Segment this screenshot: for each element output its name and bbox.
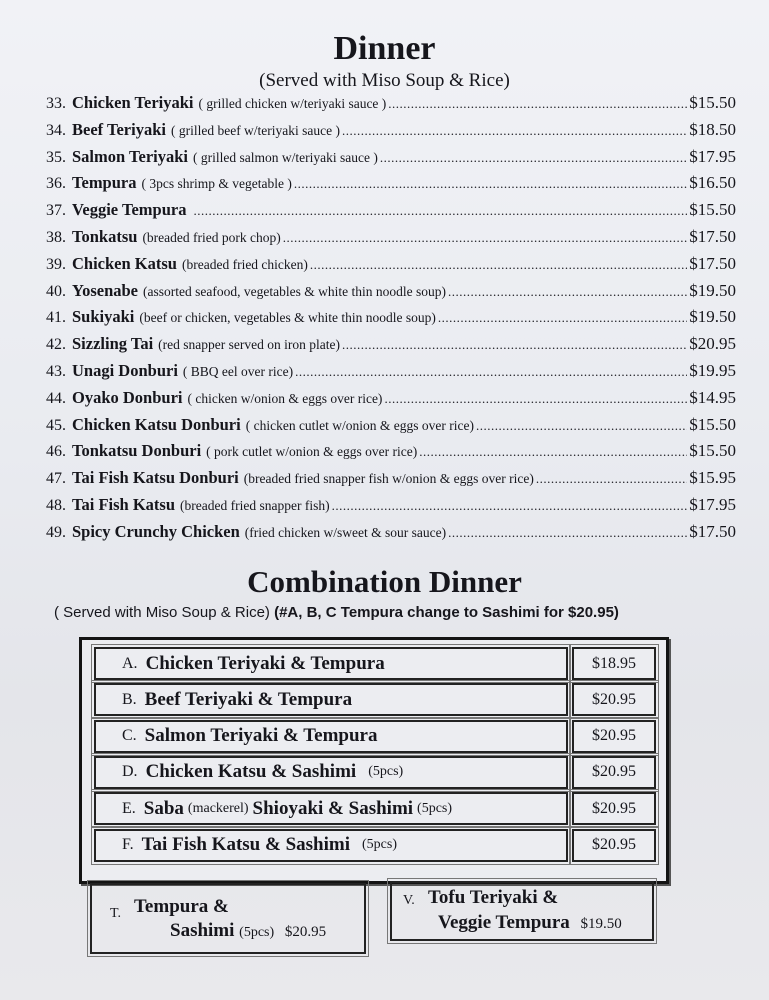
menu-item-price: $15.50: [689, 200, 736, 220]
menu-item: [46, 358, 736, 385]
combo-item-name: Chicken Teriyaki & Tempura: [145, 652, 385, 674]
menu-item-price: $19.50: [689, 280, 736, 300]
dot-leader: [294, 171, 687, 198]
combo-item-name-cell: [94, 647, 568, 680]
menu-item-description: (fried chicken w/sweet & sour sauce): [244, 524, 447, 540]
special-letter: V.: [403, 893, 415, 908]
dot-leader: [310, 252, 687, 279]
menu-item-number: 38.: [46, 228, 66, 246]
dot-leader: [476, 413, 687, 440]
dot-leader: [380, 145, 687, 172]
special-box-t: [90, 883, 366, 954]
menu-item: [46, 465, 736, 492]
special-box-v: [390, 881, 654, 941]
menu-item: [46, 251, 736, 278]
menu-item-description: (beef or chicken, vegetables & white thin noodle soup): [139, 310, 436, 326]
special-price: $20.95: [284, 924, 327, 940]
dot-leader: [448, 520, 687, 547]
menu-item-name: Tonkatsu: [72, 226, 138, 246]
menu-item-number: 41.: [46, 309, 66, 327]
menu-item: [46, 224, 736, 251]
special-letter: T.: [110, 906, 122, 921]
menu-item-name: Tai Fish Katsu: [72, 494, 176, 514]
dot-leader: [388, 91, 687, 118]
dot-leader: [332, 493, 688, 520]
combo-item-name-cell: [94, 756, 568, 789]
combo-item-name-cell: [94, 792, 568, 825]
combo-item-price: $20.95: [572, 756, 656, 789]
combo-item-suffix: (5pcs): [362, 837, 397, 852]
special-line1: Tofu Teriyaki &: [428, 887, 559, 908]
dot-leader: [295, 359, 687, 386]
combination-title: Combination Dinner: [247, 564, 522, 599]
dot-leader: [283, 225, 688, 252]
menu-item-price: $17.50: [689, 521, 736, 541]
combo-item-letter: A.: [122, 654, 138, 672]
menu-item-description: ( grilled salmon w/teriyaki sauce ): [193, 149, 378, 165]
dinner-title: Dinner: [333, 30, 436, 67]
menu-item-description: ( grilled beef w/teriyaki sauce ): [170, 122, 341, 138]
menu-item: [46, 304, 736, 331]
combo-item-name: Salmon Teriyaki & Tempura: [144, 725, 378, 747]
combination-box: [79, 637, 669, 884]
combo-item-letter: E.: [122, 799, 136, 817]
combo-item-name: Saba: [143, 797, 184, 819]
menu-item-name: Sukiyaki: [72, 307, 135, 327]
menu-item-number: 46.: [46, 443, 66, 461]
menu-item-name: Salmon Teriyaki: [72, 146, 188, 166]
menu-item-name: Oyako Donburi: [72, 387, 183, 407]
menu-item-name: Spicy Crunchy Chicken: [72, 521, 240, 541]
menu-item-name: Sizzling Tai: [72, 334, 154, 354]
menu-item: [46, 385, 736, 412]
dot-leader: [419, 439, 687, 466]
menu-item-price: $14.95: [689, 387, 736, 407]
menu-item-number: 36.: [46, 175, 66, 193]
combo-item-price: $20.95: [572, 792, 656, 825]
menu-item: [46, 278, 736, 305]
dot-leader: [342, 118, 687, 145]
combo-item-price: $20.95: [572, 720, 656, 753]
combo-item-letter: B.: [122, 690, 137, 708]
menu-item-description: ( chicken w/onion & eggs over rice): [187, 390, 383, 406]
menu-item-number: 39.: [46, 255, 66, 273]
special-line2: Sashimi: [170, 920, 235, 941]
menu-item-price: $19.50: [689, 307, 736, 327]
dot-leader: [384, 386, 687, 413]
menu-item-description: (breaded fried chicken): [181, 256, 308, 272]
menu-item-description: (red snapper served on iron plate): [158, 337, 340, 353]
menu-item-number: 42.: [46, 336, 66, 354]
menu-item-number: 33.: [46, 95, 66, 112]
menu-item: [46, 90, 736, 117]
menu-item-name: Chicken Katsu Donburi: [72, 414, 241, 434]
menu-item-price: $17.95: [689, 146, 736, 166]
menu-item-number: 47.: [46, 470, 66, 488]
menu-item: [46, 117, 736, 144]
menu-item-number: 34.: [46, 121, 66, 139]
combo-item-name-cell: [94, 720, 568, 753]
combo-item-name: Chicken Katsu & Sashimi: [145, 761, 357, 783]
menu-item-price: $16.50: [689, 173, 736, 193]
special-suffix: (5pcs): [239, 925, 275, 940]
menu-item-number: 35.: [46, 148, 66, 166]
combo-item-name: Tai Fish Katsu & Sashimi: [141, 834, 350, 855]
combo-item-name-after: Shioyaki & Sashimi: [252, 797, 414, 819]
combination-subtitle-plain: ( Served with Miso Soup & Rice): [54, 604, 270, 621]
menu-item-name: Chicken Teriyaki: [72, 93, 194, 112]
combo-item-suffix: (5pcs): [417, 800, 453, 816]
menu-item-price: $17.50: [689, 226, 736, 246]
combo-item-name-cell: [94, 829, 568, 862]
menu-item-name: Chicken Katsu: [72, 253, 177, 273]
menu-item-name: Tempura: [72, 173, 137, 193]
menu-item-price: $19.95: [689, 360, 736, 380]
menu-item-number: 44.: [46, 389, 66, 407]
dot-leader: [193, 198, 687, 225]
combo-item-price: $20.95: [572, 683, 656, 716]
menu-item: [46, 144, 736, 171]
combo-item-price: $18.95: [572, 647, 656, 680]
menu-item-number: 43.: [46, 362, 66, 380]
dot-leader: [448, 279, 687, 306]
menu-item-name: Veggie Tempura: [72, 200, 187, 220]
combo-item-name: Beef Teriyaki & Tempura: [144, 688, 353, 710]
menu-item: [46, 519, 736, 546]
combo-item-name-cell: [94, 683, 568, 716]
menu-item-price: $17.50: [689, 253, 736, 273]
menu-item-name: Tonkatsu Donburi: [72, 441, 202, 461]
combo-item-letter: F.: [122, 836, 134, 853]
dot-leader: [342, 332, 687, 359]
menu-item-price: $15.50: [689, 441, 736, 461]
menu-item: [46, 438, 736, 465]
menu-item-description: ( chicken cutlet w/onion & eggs over rice): [245, 417, 475, 433]
menu-item-name: Unagi Donburi: [72, 360, 178, 380]
menu-item-price: $17.95: [689, 494, 736, 514]
combo-item-price: $20.95: [572, 829, 656, 862]
menu-item-price: $20.95: [689, 334, 736, 354]
menu-item-number: 40.: [46, 282, 66, 300]
menu-item-number: 37.: [46, 202, 66, 220]
combo-item-suffix: (5pcs): [368, 764, 404, 780]
special-line2: Veggie Tempura: [438, 912, 570, 933]
menu-item-description: (breaded fried pork chop): [142, 229, 281, 245]
menu-item: [46, 197, 736, 224]
menu-item-price: $18.50: [689, 119, 736, 139]
menu-item-name: Beef Teriyaki: [72, 119, 166, 139]
menu-item-description: ( pork cutlet w/onion & eggs over rice): [206, 444, 418, 460]
combination-subtitle: [54, 604, 754, 621]
menu-item-number: 49.: [46, 523, 66, 541]
menu-item-description: (breaded fried snapper fish): [180, 497, 330, 513]
special-price: $19.50: [580, 916, 622, 932]
dot-leader: [536, 466, 687, 493]
menu-item-description: (breaded fried snapper fish w/onion & eggs over rice): [243, 471, 534, 487]
menu-item-number: 48.: [46, 496, 66, 514]
menu-item-description: ( BBQ eel over rice): [182, 363, 294, 379]
combo-item-letter: D.: [122, 763, 138, 781]
combination-subtitle-bold: (#A, B, C Tempura change to Sashimi for $20.95): [274, 604, 619, 621]
menu-item-number: 45.: [46, 416, 66, 434]
menu-item-price: $15.95: [689, 468, 736, 488]
menu-item-name: Yosenabe: [72, 280, 139, 300]
menu-item-description: ( grilled chicken w/teriyaki sauce ): [198, 96, 387, 111]
dinner-subtitle: (Served with Miso Soup & Rice): [259, 70, 510, 91]
dot-leader: [438, 305, 687, 332]
menu-item-description: (assorted seafood, vegetables & white thin noodle soup): [143, 283, 446, 299]
menu-item-price: $15.50: [689, 93, 736, 112]
combo-item-letter: C.: [122, 727, 137, 745]
menu-item: [46, 412, 736, 439]
menu-item: [46, 170, 736, 197]
dinner-items-list: [46, 90, 736, 546]
menu-item-description: ( 3pcs shrimp & vegetable ): [141, 176, 292, 192]
menu-item: [46, 492, 736, 519]
menu-item: [46, 331, 736, 358]
combo-item-note: (mackerel): [187, 800, 249, 816]
menu-item-price: $15.50: [689, 414, 736, 434]
special-line1: Tempura &: [134, 896, 229, 917]
menu-item-name: Tai Fish Katsu Donburi: [72, 468, 239, 488]
